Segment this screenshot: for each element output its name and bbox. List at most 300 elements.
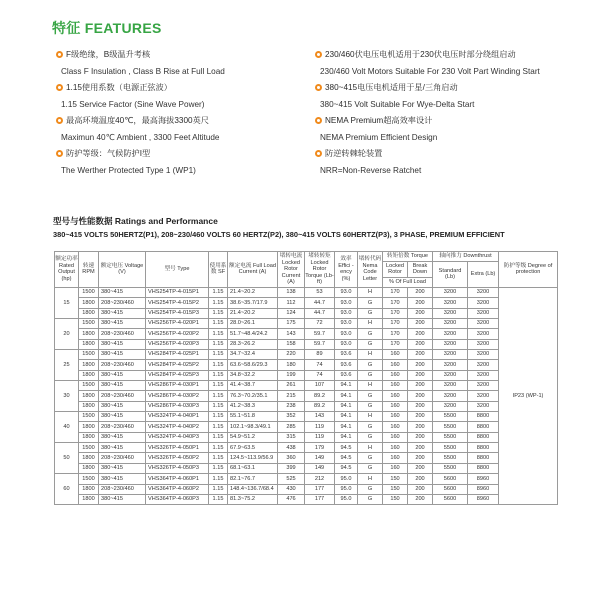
downthrust-standard-cell: 3200 — [433, 329, 468, 339]
type-cell: VHS326TP-4-050P1 — [146, 443, 209, 453]
header-full-load-current: 额定电流 Full Load Current (A) — [228, 252, 278, 288]
output-hp-cell: 15 — [55, 287, 79, 318]
table-row — [55, 287, 558, 297]
torque-locked-cell: 160 — [383, 463, 408, 473]
bullet-icon — [56, 51, 63, 58]
output-hp-cell: 60 — [55, 474, 79, 505]
downthrust-extra-cell: 8800 — [468, 432, 499, 442]
table-row — [55, 319, 558, 329]
feature-en-text: Class F Insulation , Class B Rise at Full Load — [61, 67, 225, 76]
features-left-column — [56, 49, 312, 181]
header-torque-break: Break Down — [408, 261, 433, 278]
torque-break-cell: 200 — [408, 463, 433, 473]
nema-code-cell: G — [358, 484, 383, 494]
nema-code-cell: G — [358, 401, 383, 411]
feature-item — [315, 49, 577, 82]
voltage-cell: 208~230/460 — [99, 422, 146, 432]
table-row — [55, 412, 558, 422]
downthrust-standard-cell: 3200 — [433, 308, 468, 318]
locked-rotor-current-cell: 124 — [278, 308, 305, 318]
rpm-cell: 1800 — [79, 308, 99, 318]
header-voltage: 额定电压 Voltage (V) — [99, 252, 146, 288]
torque-break-cell: 200 — [408, 319, 433, 329]
header-locked-rotor-current: 堵转电流 Locked Rotor Current (A) — [278, 252, 305, 288]
efficiency-cell: 94.1 — [335, 391, 358, 401]
locked-rotor-current-cell: 220 — [278, 350, 305, 360]
full-load-current-cell: 148.4~136.7/68.4 — [228, 484, 278, 494]
torque-locked-cell: 160 — [383, 443, 408, 453]
downthrust-standard-cell: 3200 — [433, 350, 468, 360]
torque-break-cell: 200 — [408, 453, 433, 463]
sf-cell: 1.15 — [209, 308, 228, 318]
rpm-cell: 1800 — [79, 484, 99, 494]
rpm-cell: 1800 — [79, 329, 99, 339]
type-cell: VHS284TP-4-025P1 — [146, 350, 209, 360]
efficiency-cell: 93.6 — [335, 370, 358, 380]
efficiency-cell: 93.0 — [335, 287, 358, 297]
output-hp-cell: 50 — [55, 443, 79, 474]
efficiency-cell: 94.5 — [335, 443, 358, 453]
table-row — [55, 381, 558, 391]
torque-break-cell: 200 — [408, 422, 433, 432]
header-type: 型号 Type — [146, 252, 209, 288]
rpm-cell: 1800 — [79, 453, 99, 463]
rpm-cell: 1800 — [79, 432, 99, 442]
type-cell: VHS324TP-4-040P3 — [146, 432, 209, 442]
locked-rotor-current-cell: 352 — [278, 412, 305, 422]
torque-break-cell: 200 — [408, 381, 433, 391]
type-cell: VHS326TP-4-050P2 — [146, 453, 209, 463]
nema-code-cell: G — [358, 422, 383, 432]
torque-locked-cell: 160 — [383, 432, 408, 442]
torque-locked-cell: 150 — [383, 484, 408, 494]
sf-cell: 1.15 — [209, 484, 228, 494]
torque-break-cell: 200 — [408, 308, 433, 318]
sf-cell: 1.15 — [209, 422, 228, 432]
downthrust-extra-cell: 8960 — [468, 484, 499, 494]
locked-rotor-torque-cell: 59.7 — [305, 339, 335, 349]
nema-code-cell: G — [358, 370, 383, 380]
table-row — [55, 308, 558, 318]
protection-cell: IP23 (WP-1) — [499, 287, 558, 504]
voltage-cell: 380~415 — [99, 319, 146, 329]
voltage-cell: 380~415 — [99, 494, 146, 504]
rpm-cell: 1800 — [79, 391, 99, 401]
rpm-cell: 1800 — [79, 463, 99, 473]
table-row — [55, 370, 558, 380]
feature-en-text: 380~415 Volt Suitable For Wye-Delta Start — [320, 100, 475, 109]
locked-rotor-current-cell: 285 — [278, 422, 305, 432]
full-load-current-cell: 34.8~32.2 — [228, 370, 278, 380]
full-load-current-cell: 55.1~51.8 — [228, 412, 278, 422]
torque-locked-cell: 160 — [383, 370, 408, 380]
efficiency-cell: 94.1 — [335, 381, 358, 391]
downthrust-standard-cell: 3200 — [433, 298, 468, 308]
nema-code-cell: G — [358, 329, 383, 339]
voltage-cell: 380~415 — [99, 474, 146, 484]
downthrust-extra-cell: 3200 — [468, 287, 499, 297]
feature-item — [56, 115, 312, 148]
locked-rotor-torque-cell: 107 — [305, 381, 335, 391]
header-nema-code: 堵转代码 Nema Code Letter — [358, 252, 383, 288]
locked-rotor-torque-cell: 143 — [305, 412, 335, 422]
torque-break-cell: 200 — [408, 287, 433, 297]
rpm-cell: 1800 — [79, 298, 99, 308]
bullet-icon — [315, 150, 322, 157]
table-row — [55, 453, 558, 463]
torque-locked-cell: 160 — [383, 453, 408, 463]
nema-code-cell: G — [358, 339, 383, 349]
feature-en-text: The Werther Protected Type 1 (WP1) — [61, 166, 196, 175]
table-row — [55, 484, 558, 494]
downthrust-extra-cell: 3200 — [468, 339, 499, 349]
table-row — [55, 329, 558, 339]
torque-locked-cell: 170 — [383, 329, 408, 339]
full-load-current-cell: 82.1~76.7 — [228, 474, 278, 484]
efficiency-cell: 95.0 — [335, 474, 358, 484]
torque-break-cell: 200 — [408, 474, 433, 484]
full-load-current-cell: 28.3~26.2 — [228, 339, 278, 349]
efficiency-cell: 94.1 — [335, 432, 358, 442]
locked-rotor-current-cell: 180 — [278, 360, 305, 370]
type-cell: VHS254TP-4-015P3 — [146, 308, 209, 318]
nema-code-cell: H — [358, 350, 383, 360]
full-load-current-cell: 124.5~113.9/56.9 — [228, 453, 278, 463]
torque-break-cell: 200 — [408, 443, 433, 453]
feature-cn-text: 230/460伏电压电机适用于230伏电压时部分绕组启动 — [325, 50, 516, 59]
efficiency-cell: 94.1 — [335, 401, 358, 411]
type-cell: VHS284TP-4-025P3 — [146, 370, 209, 380]
type-cell: VHS254TP-4-015P1 — [146, 287, 209, 297]
voltage-cell: 380~415 — [99, 463, 146, 473]
downthrust-extra-cell: 8800 — [468, 453, 499, 463]
type-cell: VHS286TP-4-030P2 — [146, 391, 209, 401]
efficiency-cell: 93.6 — [335, 350, 358, 360]
torque-locked-cell: 170 — [383, 319, 408, 329]
sf-cell: 1.15 — [209, 329, 228, 339]
table-row — [55, 339, 558, 349]
downthrust-extra-cell: 8800 — [468, 422, 499, 432]
feature-cn-text: NEMA Premium超高效率设计 — [325, 116, 433, 125]
torque-locked-cell: 160 — [383, 391, 408, 401]
full-load-current-cell: 54.9~51.2 — [228, 432, 278, 442]
torque-break-cell: 200 — [408, 401, 433, 411]
sf-cell: 1.15 — [209, 381, 228, 391]
feature-cn-text: 1.15使用系数（电源正弦波） — [66, 83, 172, 92]
locked-rotor-current-cell: 430 — [278, 484, 305, 494]
feature-cn-text: F级绝缘，B级温升考核 — [66, 50, 151, 59]
locked-rotor-torque-cell: 89.2 — [305, 401, 335, 411]
sf-cell: 1.15 — [209, 370, 228, 380]
sf-cell: 1.15 — [209, 463, 228, 473]
nema-code-cell: H — [358, 443, 383, 453]
downthrust-extra-cell: 3200 — [468, 381, 499, 391]
efficiency-cell: 93.0 — [335, 298, 358, 308]
voltage-cell: 380~415 — [99, 412, 146, 422]
bullet-icon — [315, 117, 322, 124]
downthrust-extra-cell: 8800 — [468, 412, 499, 422]
output-hp-cell: 30 — [55, 381, 79, 412]
torque-locked-cell: 150 — [383, 494, 408, 504]
downthrust-extra-cell: 3200 — [468, 401, 499, 411]
downthrust-extra-cell: 8960 — [468, 474, 499, 484]
full-load-current-cell: 21.4~20.2 — [228, 287, 278, 297]
voltage-cell: 380~415 — [99, 339, 146, 349]
rpm-cell: 1500 — [79, 412, 99, 422]
downthrust-standard-cell: 3200 — [433, 339, 468, 349]
output-hp-cell: 25 — [55, 350, 79, 381]
locked-rotor-current-cell: 143 — [278, 329, 305, 339]
efficiency-cell: 94.5 — [335, 453, 358, 463]
torque-break-cell: 200 — [408, 494, 433, 504]
header-protection: 防护等级 Degree of protection — [499, 252, 558, 288]
torque-locked-cell: 160 — [383, 412, 408, 422]
torque-locked-cell: 160 — [383, 360, 408, 370]
type-cell: VHS286TP-4-030P1 — [146, 381, 209, 391]
rpm-cell: 1500 — [79, 319, 99, 329]
full-load-current-cell: 41.2~38.3 — [228, 401, 278, 411]
rpm-cell: 1500 — [79, 350, 99, 360]
locked-rotor-current-cell: 315 — [278, 432, 305, 442]
torque-locked-cell: 170 — [383, 287, 408, 297]
locked-rotor-current-cell: 215 — [278, 391, 305, 401]
table-row — [55, 422, 558, 432]
nema-code-cell: H — [358, 381, 383, 391]
output-hp-cell: 40 — [55, 412, 79, 443]
table-row — [55, 360, 558, 370]
nema-code-cell: G — [358, 298, 383, 308]
efficiency-cell: 95.0 — [335, 484, 358, 494]
locked-rotor-current-cell: 525 — [278, 474, 305, 484]
downthrust-standard-cell: 5600 — [433, 484, 468, 494]
feature-en-text: 1.15 Service Factor (Sine Wave Power) — [61, 100, 205, 109]
locked-rotor-torque-cell: 89.2 — [305, 391, 335, 401]
sf-cell: 1.15 — [209, 432, 228, 442]
downthrust-standard-cell: 5600 — [433, 474, 468, 484]
downthrust-standard-cell: 3200 — [433, 360, 468, 370]
sf-cell: 1.15 — [209, 391, 228, 401]
nema-code-cell: G — [358, 463, 383, 473]
downthrust-extra-cell: 3200 — [468, 329, 499, 339]
locked-rotor-torque-cell: 119 — [305, 432, 335, 442]
bullet-icon — [56, 84, 63, 91]
table-row — [55, 298, 558, 308]
voltage-cell: 380~415 — [99, 287, 146, 297]
feature-item — [315, 148, 577, 181]
ratings-table — [54, 251, 558, 505]
downthrust-extra-cell: 3200 — [468, 298, 499, 308]
full-load-current-cell: 28.0~26.1 — [228, 319, 278, 329]
downthrust-extra-cell: 3200 — [468, 308, 499, 318]
sf-cell: 1.15 — [209, 401, 228, 411]
efficiency-cell: 93.0 — [335, 329, 358, 339]
voltage-cell: 208~230/460 — [99, 360, 146, 370]
sf-cell: 1.15 — [209, 319, 228, 329]
voltage-cell: 208~230/460 — [99, 391, 146, 401]
locked-rotor-current-cell: 199 — [278, 370, 305, 380]
ratings-subtitle: 380~415 VOLTS 50HERTZ(P1), 208~230/460 VOLTS 60 HERTZ(P2), 380~415 VOLTS 60HERTZ(P3), 3 PHASE, PREMIUM EFFICIENT — [53, 230, 505, 239]
header-rpm: 转速 RPM — [79, 252, 99, 288]
feature-item — [56, 148, 312, 181]
nema-code-cell: H — [358, 412, 383, 422]
feature-cn-text: 最高环境温度40℃，最高海拔3300英尺 — [66, 116, 209, 125]
full-load-current-cell: 51.7~48.4/24.2 — [228, 329, 278, 339]
rpm-cell: 1800 — [79, 370, 99, 380]
feature-cn-text: 防护等级：气候防护I型 — [66, 149, 151, 158]
type-cell: VHS364TP-4-060P1 — [146, 474, 209, 484]
downthrust-extra-cell: 8960 — [468, 494, 499, 504]
nema-code-cell: G — [358, 494, 383, 504]
sf-cell: 1.15 — [209, 443, 228, 453]
full-load-current-cell: 21.4~20.2 — [228, 308, 278, 318]
nema-code-cell: G — [358, 453, 383, 463]
sf-cell: 1.15 — [209, 412, 228, 422]
type-cell: VHS364TP-4-060P2 — [146, 484, 209, 494]
sf-cell: 1.15 — [209, 339, 228, 349]
locked-rotor-current-cell: 399 — [278, 463, 305, 473]
voltage-cell: 380~415 — [99, 350, 146, 360]
downthrust-standard-cell: 3200 — [433, 319, 468, 329]
rpm-cell: 1800 — [79, 339, 99, 349]
full-load-current-cell: 63.6~58.6/29.3 — [228, 360, 278, 370]
feature-en-text: NRR=Non-Reverse Ratchet — [320, 166, 422, 175]
bullet-icon — [315, 51, 322, 58]
type-cell: VHS324TP-4-040P2 — [146, 422, 209, 432]
locked-rotor-torque-cell: 212 — [305, 474, 335, 484]
downthrust-extra-cell: 3200 — [468, 350, 499, 360]
sf-cell: 1.15 — [209, 350, 228, 360]
full-load-current-cell: 41.4~38.7 — [228, 381, 278, 391]
locked-rotor-current-cell: 138 — [278, 287, 305, 297]
downthrust-standard-cell: 5500 — [433, 412, 468, 422]
downthrust-extra-cell: 3200 — [468, 360, 499, 370]
rpm-cell: 1800 — [79, 494, 99, 504]
downthrust-standard-cell: 3200 — [433, 391, 468, 401]
feature-item — [315, 82, 577, 115]
downthrust-standard-cell: 3200 — [433, 370, 468, 380]
downthrust-extra-cell: 3200 — [468, 319, 499, 329]
locked-rotor-torque-cell: 59.7 — [305, 329, 335, 339]
locked-rotor-torque-cell: 149 — [305, 463, 335, 473]
downthrust-standard-cell: 5500 — [433, 453, 468, 463]
nema-code-cell: H — [358, 319, 383, 329]
table-row — [55, 350, 558, 360]
rpm-cell: 1800 — [79, 422, 99, 432]
voltage-cell: 208~230/460 — [99, 484, 146, 494]
type-cell: VHS324TP-4-040P1 — [146, 412, 209, 422]
header-torque-unit: % Of Full Load — [383, 278, 433, 288]
efficiency-cell: 94.1 — [335, 422, 358, 432]
downthrust-extra-cell: 8800 — [468, 443, 499, 453]
full-load-current-cell: 34.7~32.4 — [228, 350, 278, 360]
nema-code-cell: G — [358, 432, 383, 442]
nema-code-cell: G — [358, 360, 383, 370]
torque-locked-cell: 160 — [383, 422, 408, 432]
efficiency-cell: 94.1 — [335, 412, 358, 422]
bullet-icon — [315, 84, 322, 91]
type-cell: VHS256TP-4-020P1 — [146, 319, 209, 329]
downthrust-standard-cell: 3200 — [433, 287, 468, 297]
voltage-cell: 208~230/460 — [99, 453, 146, 463]
efficiency-cell: 95.0 — [335, 494, 358, 504]
torque-locked-cell: 160 — [383, 350, 408, 360]
table-row — [55, 443, 558, 453]
downthrust-standard-cell: 3200 — [433, 401, 468, 411]
locked-rotor-torque-cell: 72 — [305, 319, 335, 329]
locked-rotor-torque-cell: 89 — [305, 350, 335, 360]
torque-locked-cell: 170 — [383, 339, 408, 349]
ratings-title: 型号与性能数据 Ratings and Performance — [53, 216, 218, 226]
sf-cell: 1.15 — [209, 360, 228, 370]
efficiency-cell: 93.0 — [335, 339, 358, 349]
sf-cell: 1.15 — [209, 298, 228, 308]
type-cell: VHS326TP-4-050P3 — [146, 463, 209, 473]
voltage-cell: 380~415 — [99, 381, 146, 391]
features-title: 特征 FEATURES — [52, 20, 162, 36]
feature-cn-text: 380~415电压电机适用于星/三角启动 — [325, 83, 458, 92]
downthrust-extra-cell: 3200 — [468, 391, 499, 401]
locked-rotor-torque-cell: 44.7 — [305, 308, 335, 318]
downthrust-extra-cell: 3200 — [468, 370, 499, 380]
features-right-column — [315, 49, 577, 181]
type-cell: VHS254TP-4-015P2 — [146, 298, 209, 308]
header-downthrust-standard: Standard (Lb) — [433, 261, 468, 287]
downthrust-standard-cell: 3200 — [433, 381, 468, 391]
locked-rotor-current-cell: 112 — [278, 298, 305, 308]
full-load-current-cell: 81.3~75.2 — [228, 494, 278, 504]
type-cell: VHS256TP-4-020P3 — [146, 339, 209, 349]
type-cell: VHS284TP-4-025P2 — [146, 360, 209, 370]
nema-code-cell: H — [358, 474, 383, 484]
efficiency-cell: 93.6 — [335, 360, 358, 370]
voltage-cell: 208~230/460 — [99, 329, 146, 339]
header-downthrust-extra: Extra (Lb) — [468, 261, 499, 287]
locked-rotor-torque-cell: 53 — [305, 287, 335, 297]
locked-rotor-current-cell: 476 — [278, 494, 305, 504]
downthrust-standard-cell: 5500 — [433, 432, 468, 442]
efficiency-cell: 93.0 — [335, 308, 358, 318]
rpm-cell: 1500 — [79, 287, 99, 297]
type-cell: VHS364TP-4-060P3 — [146, 494, 209, 504]
locked-rotor-torque-cell: 177 — [305, 484, 335, 494]
output-hp-cell: 20 — [55, 319, 79, 350]
header-downthrust-group: 轴向推力 Downthrust — [433, 252, 499, 262]
header-output: 额定功率 Rated Output (hp) — [55, 252, 79, 288]
full-load-current-cell: 76.3~70.2/35.1 — [228, 391, 278, 401]
torque-locked-cell: 150 — [383, 474, 408, 484]
torque-break-cell: 200 — [408, 484, 433, 494]
sf-cell: 1.15 — [209, 474, 228, 484]
torque-break-cell: 200 — [408, 360, 433, 370]
rpm-cell: 1800 — [79, 401, 99, 411]
rpm-cell: 1800 — [79, 360, 99, 370]
header-sf: 使用系数 SF — [209, 252, 228, 288]
locked-rotor-torque-cell: 74 — [305, 360, 335, 370]
feature-item — [315, 115, 577, 148]
torque-locked-cell: 170 — [383, 308, 408, 318]
bullet-icon — [56, 150, 63, 157]
feature-item — [56, 82, 312, 115]
rpm-cell: 1500 — [79, 474, 99, 484]
efficiency-cell: 93.0 — [335, 319, 358, 329]
voltage-cell: 380~415 — [99, 308, 146, 318]
full-load-current-cell: 67.9~63.5 — [228, 443, 278, 453]
locked-rotor-current-cell: 238 — [278, 401, 305, 411]
locked-rotor-torque-cell: 119 — [305, 422, 335, 432]
locked-rotor-torque-cell: 149 — [305, 453, 335, 463]
sf-cell: 1.15 — [209, 453, 228, 463]
bullet-icon — [56, 117, 63, 124]
